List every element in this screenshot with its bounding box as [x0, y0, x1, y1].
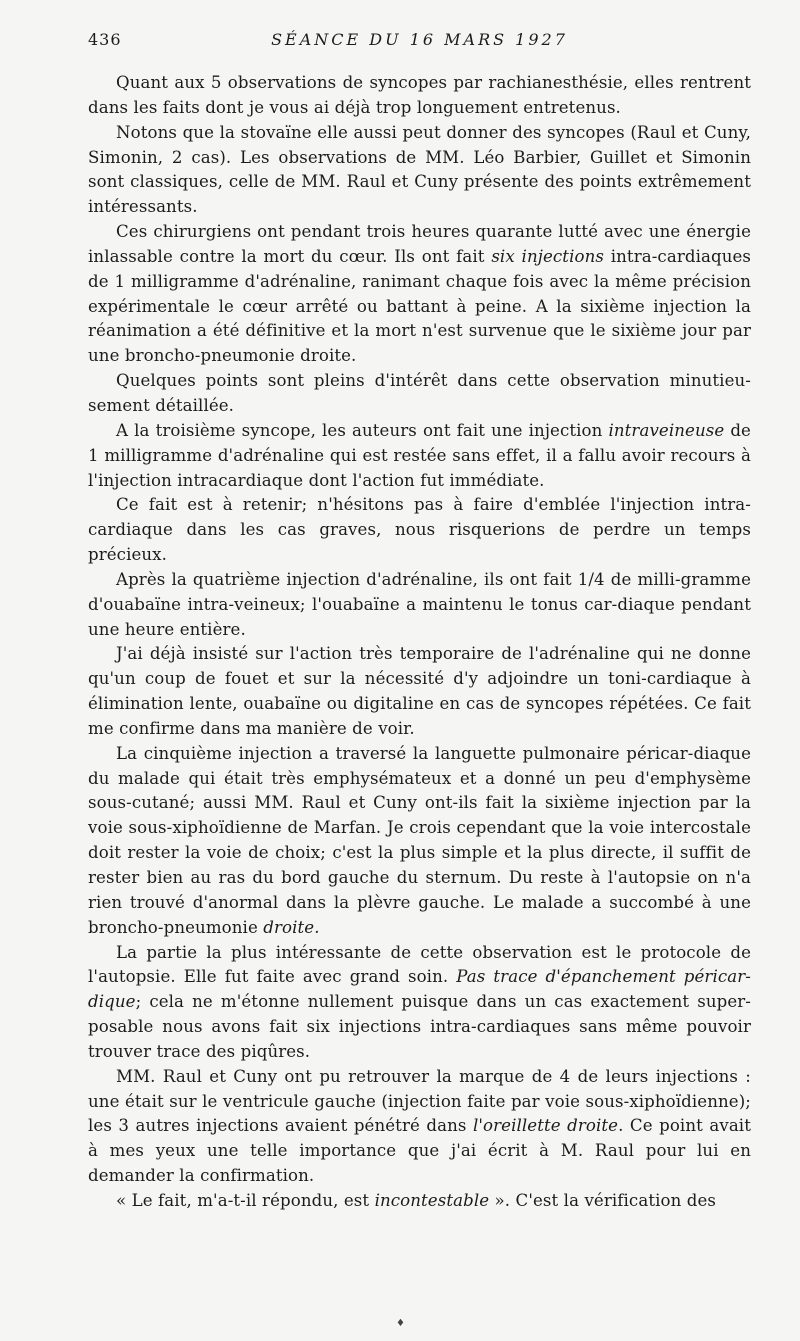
emphasis: six injections [491, 246, 604, 266]
paragraph-text: A la troisième syncope, les auteurs ont fait une injection [116, 420, 609, 440]
paragraph [88, 220, 751, 369]
paragraph-text: . Ce point avait à mes yeux une telle importance que j'ai écrit à M. Raul pour lui en demander la confirmation. [88, 1116, 751, 1186]
running-title: SÉANCE DU 16 MARS 1927 [271, 30, 568, 49]
paragraph [88, 121, 751, 220]
paragraph [88, 568, 751, 643]
paragraph [88, 1065, 751, 1189]
paragraph-text: intra-cardiaques de 1 milligramme d'adrénaline, ranimant chaque fois avec la même précision expérimentale le cœur arrêté ou battant à peine. A la sixième injection la réanimation a été définitive et la mort n'est survenue que le sixième jour par une broncho-pneumonie droite. [88, 246, 752, 366]
paragraph-text: Ce fait est à retenir; n'hésitons pas à faire d'emblée l'injection intra-cardiaque dans les cas graves, nous risquerions de perdre un temps précieux. [88, 495, 751, 565]
page-number: 436 [88, 30, 122, 49]
paragraph [88, 1189, 751, 1214]
emphasis: incontestable [374, 1190, 490, 1210]
paragraph-text: « Le fait, m'a-t-il répondu, est [116, 1190, 375, 1210]
emphasis: droite. [263, 917, 320, 937]
paragraph [88, 493, 751, 568]
ornament-mark: ♦ [396, 1318, 405, 1329]
paragraph-text: La cinquième injection a traversé la languette pulmonaire péricar-diaque du malade qui était très emphysémateux et a donné un peu d'emphysème sous-cutané; aussi MM. Raul et Cuny ont-ils fait la sixième injection par la voie sous-xiphoïdienne de Marfan. Je crois cependant que la voie intercostale doit rester la voie de choix; c'est la plus simple et la plus directe, il suffit de rester bien au ras du bord gauche du sternum. Du reste à l'autopsie on n'a rien trouvé d'anormal dans la plèvre gauche. Le malade a succombé à une broncho-pneumonie [88, 743, 751, 937]
paragraph-text: Quelques points sont pleins d'intérêt dans cette observation minutieu-sement détaillée. [88, 371, 751, 415]
paragraph [88, 71, 751, 121]
paragraph-text: La partie la plus intéressante de cette observation est le protocole de l'autopsie. Elle fut faite avec grand soin. [88, 942, 751, 987]
paragraph [88, 742, 751, 941]
paragraph-text: Quant aux 5 observations de syncopes par rachianesthésie, elles rentrent dans les faits dont je vous ai déjà trop longuement entretenus. [88, 73, 751, 117]
paragraph-text: ; cela ne m'étonne nullement puisque dans un cas exactement super-posable nous avons fait six injections intra-cardiaques sans même pouvoir trouver trace des piqûres. [88, 992, 751, 1061]
emphasis: l'oreillette droite [472, 1116, 619, 1136]
emphasis: Pas trace d'épanchement péricar-dique [88, 967, 751, 1012]
paragraph [88, 642, 751, 741]
paragraph-text: J'ai déjà insisté sur l'action très temporaire de l'adrénaline qui ne donne qu'un coup de fouet et sur la nécessité d'y adjoindre un toni-cardiaque à élimination lente, ouabaïne ou digitaline en cas de syncopes répétées. Ce fait me confirme dans ma manière de voir. [88, 644, 751, 738]
paragraph-text: MM. Raul et Cuny ont pu retrouver la marque de 4 de leurs injections : une était sur le ventricule gauche (injection faite par voie sous-xiphoïdienne); les 3 autres injections avaient pénétré dans [88, 1066, 751, 1136]
paragraph [88, 941, 751, 1065]
paragraph-text: Notons que la stovaïne elle aussi peut donner des syncopes (Raul et Cuny, Simonin, 2 cas). Les observations de MM. Léo Barbier, Guillet et Simonin sont classiques, celle de MM. Raul et Cuny présente des points extrêmement intéressants. [88, 122, 751, 217]
emphasis: intraveineuse [608, 420, 725, 440]
page-header [88, 30, 751, 54]
paragraph [88, 369, 751, 419]
paragraph-text: Ces chirurgiens ont pendant trois heures quarante lutté avec une énergie inlassable contre la mort du cœur. Ils ont fait [88, 222, 751, 266]
paragraph-text: ». C'est la vérification des [489, 1190, 716, 1210]
paragraph-text: de 1 milligramme d'adrénaline qui est restée sans effet, il a fallu avoir recours à l'injection intracardiaque dont l'action fut immédiate. [88, 420, 751, 490]
body-text [88, 71, 751, 1214]
paragraph [88, 419, 751, 494]
paragraph-text: Après la quatrième injection d'adrénaline, ils ont fait 1/4 de milli-gramme d'ouabaïne intra-veineux; l'ouabaïne a maintenu le tonus car-diaque pendant une heure entière. [88, 569, 751, 639]
